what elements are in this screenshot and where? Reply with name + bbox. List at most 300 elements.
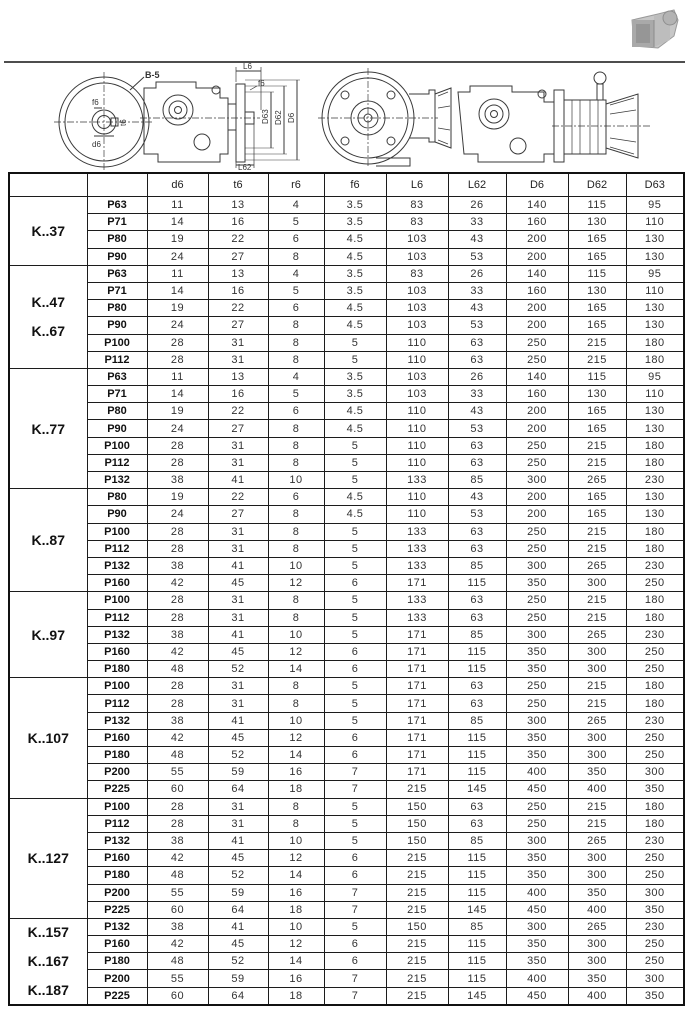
value-cell: 230 (626, 832, 684, 849)
motor-size-cell: P132 (87, 712, 147, 729)
table-row (9, 557, 684, 574)
value-cell: 230 (626, 712, 684, 729)
value-cell: 95 (626, 197, 684, 214)
value-cell: 180 (626, 437, 684, 454)
motor-size-cell: P180 (87, 867, 147, 884)
value-cell: 265 (568, 918, 626, 935)
value-cell: 18 (268, 901, 324, 918)
shaft-dia-label: d6 (92, 140, 101, 149)
value-cell: 31 (208, 678, 268, 695)
motor-size-cell: P132 (87, 918, 147, 935)
value-cell: 250 (626, 953, 684, 970)
dim-L62-label: L62 (238, 163, 252, 170)
value-cell: 350 (506, 747, 568, 764)
value-cell: 115 (448, 661, 506, 678)
value-cell: 6 (268, 300, 324, 317)
value-cell: 150 (386, 832, 448, 849)
value-cell: 45 (208, 575, 268, 592)
value-cell: 63 (448, 798, 506, 815)
value-cell: 19 (147, 231, 208, 248)
table-row (9, 334, 684, 351)
value-cell: 7 (324, 970, 386, 987)
table-container (8, 172, 685, 1006)
value-cell: 16 (268, 970, 324, 987)
value-cell: 83 (386, 214, 448, 231)
table-row (9, 936, 684, 953)
value-cell: 130 (626, 403, 684, 420)
value-cell: 250 (506, 592, 568, 609)
motor-size-cell: P160 (87, 643, 147, 660)
value-cell: 215 (386, 867, 448, 884)
value-cell: 10 (268, 832, 324, 849)
value-cell: 400 (506, 764, 568, 781)
value-cell: 300 (506, 626, 568, 643)
value-cell: 215 (568, 815, 626, 832)
value-cell: 14 (268, 661, 324, 678)
dim-D6-label: D6 (287, 112, 296, 123)
motor-size-cell: P132 (87, 472, 147, 489)
value-cell: 250 (506, 815, 568, 832)
value-cell: 22 (208, 403, 268, 420)
value-cell: 28 (147, 437, 208, 454)
value-cell: 110 (386, 420, 448, 437)
value-cell: 38 (147, 472, 208, 489)
value-cell: 59 (208, 970, 268, 987)
value-cell: 4.5 (324, 403, 386, 420)
gearmotor-photo (624, 6, 682, 58)
series-label-line: K..127 (27, 850, 69, 867)
value-cell: 115 (448, 970, 506, 987)
drawing-flange-front-view (316, 64, 458, 168)
value-cell: 103 (386, 300, 448, 317)
table-row (9, 489, 684, 506)
value-cell: 250 (506, 695, 568, 712)
value-cell: 450 (506, 901, 568, 918)
table-row (9, 747, 684, 764)
value-cell: 7 (324, 884, 386, 901)
value-cell: 5 (324, 454, 386, 471)
value-cell: 63 (448, 695, 506, 712)
value-cell: 22 (208, 231, 268, 248)
table-row (9, 867, 684, 884)
value-cell: 5 (324, 798, 386, 815)
value-cell: 22 (208, 300, 268, 317)
value-cell: 38 (147, 712, 208, 729)
value-cell: 350 (568, 764, 626, 781)
motor-size-cell: P225 (87, 781, 147, 798)
value-cell: 4 (268, 197, 324, 214)
value-cell: 95 (626, 368, 684, 385)
series-group-label (10, 223, 87, 239)
value-cell: 4 (268, 265, 324, 282)
value-cell: 215 (568, 592, 626, 609)
table-row (9, 815, 684, 832)
value-cell: 265 (568, 832, 626, 849)
value-cell: 165 (568, 420, 626, 437)
value-cell: 10 (268, 626, 324, 643)
value-cell: 180 (626, 798, 684, 815)
value-cell: 28 (147, 609, 208, 626)
value-cell: 171 (386, 661, 448, 678)
series-group-cell-K127 (9, 798, 87, 918)
value-cell: 5 (268, 214, 324, 231)
value-cell: 450 (506, 987, 568, 1005)
value-cell: 38 (147, 557, 208, 574)
value-cell: 24 (147, 420, 208, 437)
value-cell: 18 (268, 987, 324, 1005)
table-row (9, 575, 684, 592)
value-cell: 300 (568, 747, 626, 764)
series-group-label (10, 421, 87, 437)
value-cell: 60 (147, 901, 208, 918)
drawing-side-view-adapter (452, 62, 656, 168)
value-cell: 53 (448, 248, 506, 265)
value-cell: 160 (506, 386, 568, 403)
value-cell: 215 (386, 781, 448, 798)
value-cell: 55 (147, 764, 208, 781)
value-cell: 215 (386, 970, 448, 987)
series-label-line: K..67 (31, 323, 65, 340)
value-cell: 250 (626, 575, 684, 592)
value-cell: 4.5 (324, 506, 386, 523)
value-cell: 31 (208, 540, 268, 557)
col-header-l6: L6 (386, 173, 448, 197)
value-cell: 42 (147, 575, 208, 592)
value-cell: 300 (506, 472, 568, 489)
value-cell: 53 (448, 420, 506, 437)
value-cell: 133 (386, 472, 448, 489)
value-cell: 110 (626, 214, 684, 231)
value-cell: 180 (626, 334, 684, 351)
value-cell: 63 (448, 523, 506, 540)
value-cell: 115 (448, 953, 506, 970)
table-row (9, 970, 684, 987)
value-cell: 31 (208, 609, 268, 626)
table-row (9, 661, 684, 678)
value-cell: 8 (268, 351, 324, 368)
value-cell: 14 (147, 386, 208, 403)
value-cell: 250 (626, 661, 684, 678)
value-cell: 200 (506, 248, 568, 265)
table-row (9, 420, 684, 437)
value-cell: 41 (208, 712, 268, 729)
value-cell: 11 (147, 197, 208, 214)
series-group-cell-K77 (9, 368, 87, 488)
value-cell: 31 (208, 437, 268, 454)
value-cell: 31 (208, 592, 268, 609)
motor-size-cell: P160 (87, 936, 147, 953)
value-cell: 300 (568, 867, 626, 884)
value-cell: 63 (448, 609, 506, 626)
value-cell: 5 (324, 678, 386, 695)
value-cell: 38 (147, 832, 208, 849)
value-cell: 41 (208, 557, 268, 574)
col-header-d62: D62 (568, 173, 626, 197)
value-cell: 215 (568, 334, 626, 351)
motor-size-cell: P180 (87, 747, 147, 764)
table-row (9, 506, 684, 523)
series-group-cell-K97 (9, 592, 87, 678)
value-cell: 12 (268, 850, 324, 867)
value-cell: 52 (208, 747, 268, 764)
table-row (9, 437, 684, 454)
value-cell: 4.5 (324, 248, 386, 265)
value-cell: 48 (147, 661, 208, 678)
value-cell: 13 (208, 368, 268, 385)
value-cell: 6 (324, 575, 386, 592)
value-cell: 63 (448, 592, 506, 609)
value-cell: 165 (568, 317, 626, 334)
value-cell: 4.5 (324, 231, 386, 248)
col-header-d6: d6 (147, 173, 208, 197)
value-cell: 5 (324, 712, 386, 729)
table-row (9, 231, 684, 248)
value-cell: 215 (568, 798, 626, 815)
value-cell: 400 (506, 970, 568, 987)
value-cell: 28 (147, 678, 208, 695)
value-cell: 265 (568, 557, 626, 574)
value-cell: 180 (626, 678, 684, 695)
key-width-label: f6 (92, 98, 99, 107)
value-cell: 6 (324, 747, 386, 764)
value-cell: 14 (268, 867, 324, 884)
drawing-side-view-dimensioned (140, 62, 315, 170)
motor-size-cell: P90 (87, 506, 147, 523)
value-cell: 200 (506, 420, 568, 437)
table-row (9, 248, 684, 265)
col-header-d63: D63 (626, 173, 684, 197)
value-cell: 250 (626, 936, 684, 953)
value-cell: 150 (386, 918, 448, 935)
value-cell: 6 (324, 867, 386, 884)
value-cell: 300 (626, 764, 684, 781)
motor-size-cell: P100 (87, 592, 147, 609)
dim-f6-label: f6 (258, 79, 265, 88)
value-cell: 28 (147, 351, 208, 368)
value-cell: 215 (386, 884, 448, 901)
value-cell: 8 (268, 523, 324, 540)
value-cell: 115 (568, 265, 626, 282)
value-cell: 18 (268, 781, 324, 798)
table-row (9, 523, 684, 540)
value-cell: 28 (147, 695, 208, 712)
value-cell: 33 (448, 386, 506, 403)
value-cell: 8 (268, 609, 324, 626)
value-cell: 215 (568, 678, 626, 695)
value-cell: 31 (208, 334, 268, 351)
value-cell: 300 (568, 936, 626, 953)
value-cell: 14 (268, 747, 324, 764)
value-cell: 215 (386, 953, 448, 970)
value-cell: 250 (506, 351, 568, 368)
table-row (9, 300, 684, 317)
value-cell: 250 (506, 454, 568, 471)
value-cell: 5 (324, 351, 386, 368)
motor-size-cell: P112 (87, 540, 147, 557)
value-cell: 28 (147, 815, 208, 832)
value-cell: 55 (147, 884, 208, 901)
value-cell: 60 (147, 987, 208, 1005)
motor-size-cell: P80 (87, 231, 147, 248)
value-cell: 110 (386, 351, 448, 368)
motor-size-cell: P112 (87, 351, 147, 368)
value-cell: 85 (448, 918, 506, 935)
value-cell: 63 (448, 334, 506, 351)
value-cell: 43 (448, 403, 506, 420)
value-cell: 5 (324, 540, 386, 557)
value-cell: 26 (448, 197, 506, 214)
value-cell: 250 (626, 850, 684, 867)
value-cell: 110 (386, 334, 448, 351)
value-cell: 41 (208, 832, 268, 849)
value-cell: 33 (448, 214, 506, 231)
value-cell: 103 (386, 248, 448, 265)
value-cell: 115 (448, 764, 506, 781)
motor-size-cell: P160 (87, 729, 147, 746)
value-cell: 133 (386, 609, 448, 626)
value-cell: 300 (506, 712, 568, 729)
series-label-line: K..107 (27, 729, 69, 746)
series-label-line: K..47 (31, 294, 65, 311)
value-cell: 63 (448, 678, 506, 695)
value-cell: 300 (568, 729, 626, 746)
series-group-label (10, 532, 87, 548)
value-cell: 52 (208, 867, 268, 884)
value-cell: 63 (448, 454, 506, 471)
table-row (9, 712, 684, 729)
motor-size-cell: P71 (87, 386, 147, 403)
value-cell: 150 (386, 798, 448, 815)
value-cell: 450 (506, 781, 568, 798)
value-cell: 13 (208, 265, 268, 282)
value-cell: 250 (506, 334, 568, 351)
col-header-d6: D6 (506, 173, 568, 197)
value-cell: 19 (147, 489, 208, 506)
value-cell: 64 (208, 901, 268, 918)
value-cell: 180 (626, 523, 684, 540)
value-cell: 165 (568, 248, 626, 265)
value-cell: 27 (208, 420, 268, 437)
value-cell: 165 (568, 489, 626, 506)
value-cell: 350 (626, 987, 684, 1005)
dim-D62-label: D62 (274, 110, 283, 125)
value-cell: 400 (568, 901, 626, 918)
value-cell: 171 (386, 712, 448, 729)
header-row (9, 173, 684, 197)
value-cell: 7 (324, 764, 386, 781)
table-row (9, 781, 684, 798)
value-cell: 85 (448, 832, 506, 849)
value-cell: 300 (568, 643, 626, 660)
value-cell: 165 (568, 231, 626, 248)
motor-size-cell: P100 (87, 523, 147, 540)
value-cell: 103 (386, 368, 448, 385)
view-callout-label: B-5 (145, 70, 160, 80)
series-group-cell-K47-K67 (9, 265, 87, 368)
value-cell: 300 (568, 661, 626, 678)
value-cell: 83 (386, 197, 448, 214)
value-cell: 4.5 (324, 317, 386, 334)
value-cell: 6 (324, 850, 386, 867)
value-cell: 8 (268, 592, 324, 609)
value-cell: 115 (448, 884, 506, 901)
table-row (9, 609, 684, 626)
value-cell: 115 (448, 747, 506, 764)
table-row (9, 317, 684, 334)
value-cell: 350 (506, 661, 568, 678)
value-cell: 130 (626, 248, 684, 265)
value-cell: 300 (568, 850, 626, 867)
value-cell: 130 (626, 489, 684, 506)
value-cell: 180 (626, 540, 684, 557)
value-cell: 5 (324, 918, 386, 935)
value-cell: 42 (147, 936, 208, 953)
value-cell: 200 (506, 231, 568, 248)
value-cell: 165 (568, 300, 626, 317)
value-cell: 115 (448, 850, 506, 867)
value-cell: 200 (506, 489, 568, 506)
table-row (9, 798, 684, 815)
value-cell: 215 (568, 523, 626, 540)
value-cell: 16 (208, 214, 268, 231)
series-label-line: K..157 (27, 924, 69, 941)
table-row (9, 403, 684, 420)
motor-size-cell: P90 (87, 420, 147, 437)
value-cell: 110 (386, 403, 448, 420)
value-cell: 13 (208, 197, 268, 214)
value-cell: 230 (626, 918, 684, 935)
motor-size-cell: P180 (87, 661, 147, 678)
value-cell: 250 (506, 609, 568, 626)
value-cell: 63 (448, 815, 506, 832)
series-label-line: K..77 (31, 420, 65, 437)
value-cell: 33 (448, 282, 506, 299)
value-cell: 45 (208, 936, 268, 953)
value-cell: 200 (506, 506, 568, 523)
value-cell: 64 (208, 781, 268, 798)
value-cell: 110 (626, 386, 684, 403)
value-cell: 48 (147, 953, 208, 970)
value-cell: 24 (147, 248, 208, 265)
motor-size-cell: P132 (87, 557, 147, 574)
col-header-blank-1 (87, 173, 147, 197)
value-cell: 115 (448, 867, 506, 884)
value-cell: 300 (626, 884, 684, 901)
value-cell: 215 (568, 540, 626, 557)
value-cell: 350 (506, 936, 568, 953)
value-cell: 8 (268, 248, 324, 265)
value-cell: 350 (506, 643, 568, 660)
value-cell: 16 (268, 884, 324, 901)
table-row (9, 643, 684, 660)
series-group-label (10, 627, 87, 643)
motor-size-cell: P100 (87, 437, 147, 454)
motor-size-cell: P200 (87, 764, 147, 781)
value-cell: 6 (324, 643, 386, 660)
value-cell: 130 (626, 420, 684, 437)
value-cell: 300 (506, 918, 568, 935)
value-cell: 215 (386, 850, 448, 867)
table-row (9, 918, 684, 935)
value-cell: 230 (626, 626, 684, 643)
value-cell: 8 (268, 437, 324, 454)
table-row (9, 368, 684, 385)
value-cell: 53 (448, 317, 506, 334)
motor-size-cell: P80 (87, 300, 147, 317)
value-cell: 6 (268, 231, 324, 248)
value-cell: 7 (324, 987, 386, 1005)
value-cell: 8 (268, 454, 324, 471)
